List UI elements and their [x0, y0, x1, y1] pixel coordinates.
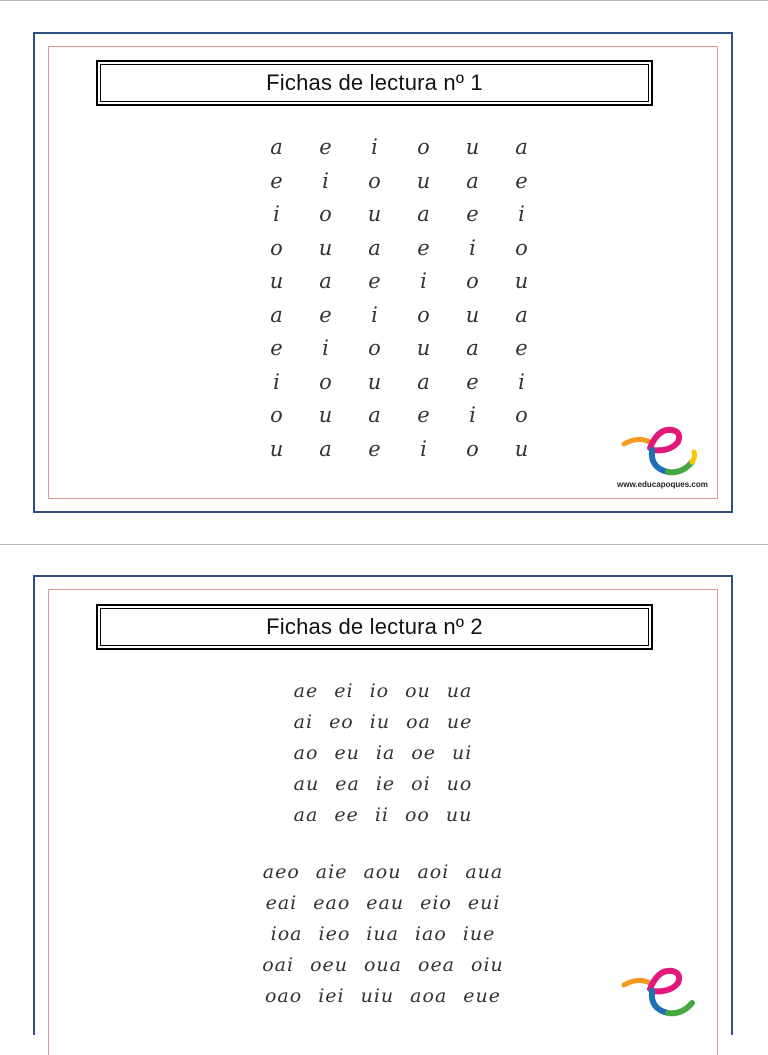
- syllable-word: aa: [293, 804, 319, 826]
- vowel-cell: u: [318, 403, 333, 427]
- vowel-cell: e: [417, 403, 430, 427]
- syllable-word: eue: [463, 985, 502, 1007]
- syllable-word: io: [369, 680, 390, 702]
- sheet-1-title: Fichas de lectura nº 1: [266, 70, 483, 95]
- vowel-cell: a: [466, 336, 479, 360]
- syllable-word: ai: [293, 711, 314, 733]
- syllable-word: eui: [467, 892, 501, 914]
- vowel-cell: u: [514, 269, 529, 293]
- syllable-row: [35, 857, 731, 888]
- vowel-cell: o: [319, 202, 332, 226]
- sheet-2-title: Fichas de lectura nº 2: [266, 614, 483, 639]
- vowel-cell: o: [515, 235, 528, 260]
- syllable-word: eao: [313, 892, 351, 914]
- vowel-cell: a: [515, 302, 528, 327]
- vowel-cell: o: [368, 168, 381, 193]
- syllable-word: uiu: [360, 985, 395, 1007]
- syllable-word: ua: [446, 680, 473, 702]
- vowel-cell: a: [417, 369, 430, 394]
- syllable-word: oua: [363, 954, 402, 976]
- syllable-word: iei: [318, 985, 345, 1007]
- syllable-word: ee: [334, 804, 359, 826]
- vowel-cell: u: [269, 436, 284, 461]
- logo-url-text: www.educapoques.com: [617, 480, 708, 489]
- syllable-word: oao: [264, 985, 303, 1007]
- syllable-row: [35, 800, 731, 831]
- vowel-cell: a: [417, 202, 430, 226]
- vowel-cell: e: [319, 135, 332, 159]
- syllable-word: ou: [405, 680, 431, 702]
- vowel-cell: o: [466, 436, 479, 461]
- vowel-cell: i: [518, 369, 525, 394]
- syllable-lists: [35, 676, 731, 1012]
- syllable-word: ia: [375, 742, 396, 764]
- syllable-word: iua: [366, 923, 399, 945]
- vowel-cell: i: [371, 135, 378, 159]
- syllable-word: uu: [445, 804, 473, 826]
- vowel-cell: u: [416, 336, 431, 360]
- syllable-word: iao: [414, 923, 447, 945]
- reading-sheet-1: [33, 32, 733, 513]
- vowel-cell: i: [322, 336, 329, 360]
- vowel-cell: a: [515, 135, 528, 159]
- vowel-cell: i: [469, 403, 476, 427]
- vowel-cell: i: [420, 436, 427, 461]
- vowel-cell: o: [417, 302, 430, 327]
- sheet-1-title-box: [96, 60, 653, 106]
- syllable-word: oi: [411, 773, 431, 795]
- educapoques-logo-icon: [620, 422, 700, 480]
- syllable-word: aou: [363, 861, 402, 883]
- syllable-word: iu: [369, 711, 391, 733]
- vowel-grid: [252, 131, 546, 466]
- vowel-cell: u: [514, 436, 529, 461]
- vowel-cell: u: [465, 135, 480, 159]
- vowel-cell: a: [270, 302, 283, 327]
- syllable-word: eo: [329, 711, 354, 733]
- syllable-word: oe: [411, 742, 437, 764]
- syllable-word: ao: [293, 742, 319, 764]
- syllable-word: oiu: [471, 954, 504, 976]
- vowel-cell: u: [367, 202, 382, 226]
- vowel-cell: i: [273, 202, 280, 226]
- vowel-cell: e: [319, 302, 332, 327]
- syllable-word: iue: [462, 923, 496, 945]
- vowel-cell: e: [270, 336, 283, 360]
- vowel-cell: e: [368, 436, 381, 461]
- educapoques-logo-icon: [620, 963, 700, 1021]
- vowel-cell: i: [469, 235, 476, 260]
- syllable-word: oai: [262, 954, 295, 976]
- vowel-cell: u: [367, 369, 382, 394]
- syllable-word: au: [293, 773, 320, 795]
- vowel-cell: o: [270, 235, 283, 260]
- syllable-word: ie: [375, 773, 396, 795]
- syllable-word: eai: [265, 892, 298, 914]
- vowel-cell: o: [466, 269, 479, 293]
- vowel-cell: e: [466, 369, 479, 394]
- syllable-word: eu: [334, 742, 360, 764]
- syllable-word: aeo: [262, 861, 300, 883]
- syllable-row: [35, 707, 731, 738]
- syllable-word: uo: [446, 773, 473, 795]
- syllable-word: oeu: [310, 954, 348, 976]
- syllable-word: oea: [418, 954, 456, 976]
- vowel-cell: o: [319, 369, 332, 394]
- syllable-word: aoa: [410, 985, 448, 1007]
- vowel-cell: a: [270, 135, 283, 159]
- syllable-row: [35, 738, 731, 769]
- syllable-word: ea: [335, 773, 360, 795]
- vowel-cell: i: [371, 302, 378, 327]
- vowel-cell: a: [368, 235, 381, 260]
- vowel-cell: e: [368, 269, 381, 293]
- vowel-cell: i: [322, 168, 329, 193]
- syllable-word: ei: [334, 680, 354, 702]
- vowel-cell: u: [269, 269, 284, 293]
- syllable-word: ieo: [318, 923, 351, 945]
- syllable-word: aoi: [417, 861, 450, 883]
- syllable-word: ue: [446, 711, 473, 733]
- vowel-cell: o: [417, 135, 430, 159]
- vowel-cell: o: [270, 403, 283, 427]
- syllable-word: eio: [420, 892, 452, 914]
- vowel-cell: u: [318, 235, 333, 260]
- syllable-word: ae: [293, 680, 319, 702]
- syllable-word: oo: [404, 804, 430, 826]
- vowel-cell: e: [466, 202, 479, 226]
- vowel-cell: o: [368, 336, 381, 360]
- page-top-divider: [0, 0, 768, 1]
- vowel-cell: a: [319, 269, 332, 293]
- syllable-word: ioa: [270, 923, 303, 945]
- vowel-cell: e: [417, 235, 430, 260]
- sheet-2-title-box: [96, 604, 653, 650]
- vowel-cell: a: [368, 403, 381, 427]
- vowel-cell: u: [416, 168, 431, 193]
- reading-sheet-2: [33, 575, 733, 1035]
- syllable-word: oa: [406, 711, 431, 733]
- vowel-pairs-list: [35, 676, 731, 831]
- syllable-word: aie: [315, 861, 348, 883]
- syllable-row: [35, 769, 731, 800]
- vowel-cell: e: [270, 168, 283, 193]
- syllable-word: aua: [465, 861, 504, 883]
- page-break-divider: [0, 544, 768, 545]
- vowel-cell: a: [319, 436, 332, 461]
- syllable-word: eau: [366, 892, 405, 914]
- vowel-cell: e: [515, 168, 528, 193]
- syllable-row: [35, 888, 731, 919]
- syllable-word: ii: [374, 804, 389, 826]
- syllable-row: [35, 676, 731, 707]
- syllable-row: [35, 919, 731, 950]
- vowel-cell: i: [518, 202, 525, 226]
- vowel-cell: a: [466, 168, 479, 193]
- vowel-cell: i: [420, 269, 427, 293]
- syllable-word: ui: [452, 742, 473, 764]
- vowel-cell: u: [465, 302, 480, 327]
- vowel-cell: e: [515, 336, 528, 360]
- vowel-cell: i: [273, 369, 280, 394]
- vowel-cell: o: [515, 403, 528, 427]
